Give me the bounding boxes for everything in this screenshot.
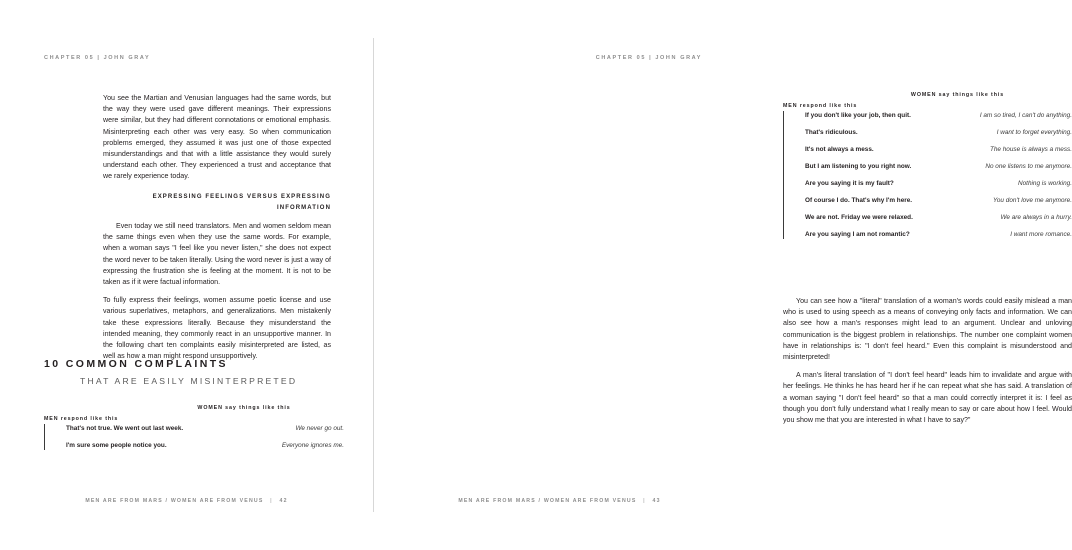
footer-title: MEN ARE FROM MARS / WOMEN ARE FROM VENUS <box>458 498 637 504</box>
chart-cell-men: Of course I do. That's why I'm here. <box>805 197 913 204</box>
chart-row <box>44 441 344 450</box>
paragraph: Even today we still need translators. Men and women seldom mean the same things even when they use the same words. For example, when a woman says "I feel like you never listen," she does not expect the word never to be taken literally. Using the word never is just a way of expressing the frustration she is feeling at the moment. It is not to be taken as if it were factual information. <box>103 222 331 287</box>
right-body-text <box>783 296 1072 433</box>
footer-separator: | <box>270 498 273 504</box>
chart-row <box>783 196 1072 205</box>
chart-cell-men: It's not always a mess. <box>805 146 874 153</box>
chart-cell-men: That's ridiculous. <box>805 129 858 136</box>
chart-row <box>44 424 344 433</box>
chart-cell-women: I want more romance. <box>1010 231 1072 238</box>
chart-cell-women: I want to forget everything. <box>996 129 1072 136</box>
footer-right <box>458 498 660 504</box>
chart-header-women: WOMEN say things like this <box>197 405 291 411</box>
paragraph: To fully express their feelings, women assume poetic license and use various superlatives, metaphors, and generalizations. Men mistakenly take these expressions literally. Because they misunderstand the intended meaning, they commonly react in an unsupportive manner. In the following chart ten complaints easily misinterpreted are listed, as well as how a man might respond unsupportively. <box>103 296 331 361</box>
chart-header-women: WOMEN say things like this <box>910 92 1005 98</box>
chart-cell-women: Everyone ignores me. <box>281 442 344 449</box>
complaints-chart-right <box>783 92 1072 247</box>
paragraph: You can see how a "literal" translation of a woman's words could easily mislead a man who is used to using speech as a means of conveying only facts and information. We can also see how a man's responses might lead to an argument. Unclear and unloving communication is the biggest problem in relationships. The number one complaint women have in relationships is: "I don't feel heard." Even this complaint is misunderstood and misinterpreted! <box>783 297 1072 362</box>
chart-title-line2: THAT ARE EASILY MISINTERPRETED <box>80 376 298 386</box>
paragraph: A man's literal translation of "I don't feel heard" leads him to invalidate and argue with her feelings. He thinks he has heard her if he can repeat what she has said. A translation of a woman saying "I don't feel heard" so that a man could correctly interpret it is: I feel as though you don't fully understand what I really mean to say or care about how I feel. Would you show me that you are interested in what I have to say?" <box>783 371 1072 425</box>
chart-cell-women: No one listens to me anymore. <box>985 163 1072 170</box>
chart-row <box>783 179 1072 188</box>
left-page <box>0 0 373 550</box>
chart-cell-men: We are not. Friday we were relaxed. <box>805 214 913 221</box>
chart-header-men: MEN respond like this <box>783 103 858 109</box>
chart-title <box>44 358 344 386</box>
chart-cell-men: Are you saying I am not romantic? <box>805 231 910 238</box>
chart-cell-women: I am so tired, I can't do anything. <box>979 112 1072 119</box>
chart-rows <box>44 424 344 450</box>
chart-rows <box>783 111 1072 239</box>
chart-title-line1: 10 COMMON COMPLAINTS <box>44 358 228 370</box>
left-body-text <box>103 93 331 369</box>
chart-divider <box>783 111 784 239</box>
chart-row <box>783 230 1072 239</box>
page-number-right: 43 <box>652 498 661 504</box>
paragraph: You see the Martian and Venusian languages had the same words, but the way they were used gave different meanings. Their expressions were similar, but they had different connotations or emotional emphasis. Misinterpreting each other was very easy. So when communication problems emerged, they assumed it was just one of those expected misunderstandings and that with a little assistance they would surely understand each other. They experienced a trust and acceptance that we rarely experience today. <box>103 94 331 181</box>
page-number-left: 42 <box>279 498 288 504</box>
running-head-right: CHAPTER 05 | JOHN GRAY <box>595 55 702 61</box>
footer-title: MEN ARE FROM MARS / WOMEN ARE FROM VENUS <box>85 498 264 504</box>
chart-cell-women: The house is always a mess. <box>989 146 1072 153</box>
footer-separator: | <box>643 498 646 504</box>
chart-cell-women: Nothing is working. <box>1018 180 1072 187</box>
page-gutter-rule <box>373 38 374 512</box>
chart-cell-women: You don't love me anymore. <box>992 197 1072 204</box>
chart-header-men: MEN respond like this <box>44 416 119 422</box>
chart-cell-men: That's not true. We went out last week. <box>66 425 184 432</box>
chart-cell-men: If you don't like your job, then quit. <box>805 112 911 119</box>
chart-cell-men: I'm sure some people notice you. <box>66 442 167 449</box>
chart-cell-men: But I am listening to you right now. <box>805 163 912 170</box>
chart-row <box>783 162 1072 171</box>
right-page <box>373 0 1072 550</box>
chart-divider <box>44 424 45 450</box>
running-head-left: CHAPTER 05 | JOHN GRAY <box>44 55 151 61</box>
footer-left <box>85 498 287 504</box>
chart-row <box>783 145 1072 154</box>
complaints-chart-left <box>44 405 344 458</box>
chart-row <box>783 111 1072 120</box>
chart-cell-women: We are always in a hurry. <box>1000 214 1072 221</box>
chart-row <box>783 213 1072 222</box>
chart-cell-men: Are you saying it is my fault? <box>805 180 894 187</box>
chart-row <box>783 128 1072 137</box>
chart-cell-women: We never go out. <box>295 425 344 432</box>
section-subhead: EXPRESSING FEELINGS VERSUS EXPRESSING INFORMATION <box>152 193 331 211</box>
